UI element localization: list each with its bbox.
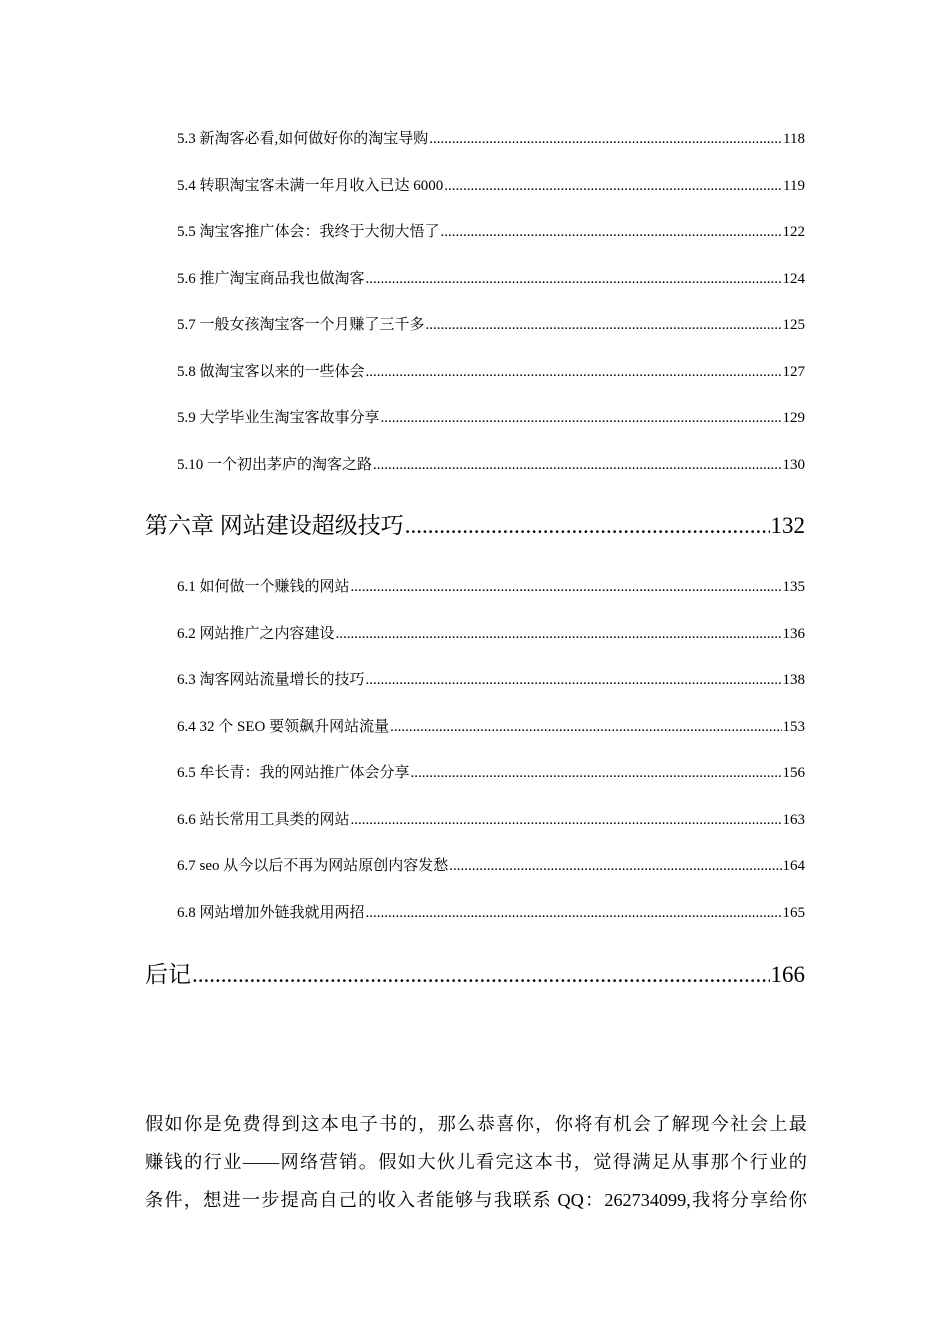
toc-entry-title: 6.2 网站推广之内容建设 — [177, 626, 335, 642]
toc-chapter-entry[interactable] — [145, 507, 805, 540]
toc-leader-dots — [366, 672, 782, 689]
toc-leader-dots — [390, 719, 781, 736]
toc-entry[interactable] — [177, 406, 805, 427]
toc-entry-page: 127 — [782, 364, 805, 380]
toc-entry[interactable] — [177, 901, 805, 922]
toc-entry[interactable] — [177, 808, 805, 829]
toc-entry-page: 164 — [782, 858, 805, 874]
toc-entry-page: 138 — [782, 672, 805, 688]
paragraph-line: 条件，想进一步提高自己的收入者能够与我联系 QQ：262734099,我将分享给你 — [145, 1190, 807, 1210]
toc-leader-dots — [441, 224, 782, 241]
toc-leader-dots — [444, 178, 782, 195]
toc-entry[interactable] — [177, 622, 805, 643]
toc-leader-dots — [192, 962, 770, 988]
toc-leader-dots — [449, 858, 781, 875]
toc-entry-title: 6.3 淘客网站流量增长的技巧 — [177, 672, 365, 688]
toc-entry-title: 5.9 大学毕业生淘宝客故事分享 — [177, 410, 380, 426]
toc-leader-dots — [366, 905, 782, 922]
toc-leader-dots — [351, 812, 782, 829]
toc-leader-dots — [429, 131, 782, 148]
body-paragraph — [145, 1105, 807, 1219]
toc-entry-title: 6.4 32 个 SEO 要领飙升网站流量 — [177, 719, 390, 735]
toc-chapter-page: 132 — [770, 513, 805, 538]
toc-entry-page: 122 — [782, 224, 805, 240]
toc-entry-page: 165 — [782, 905, 805, 921]
toc-entry[interactable] — [177, 127, 805, 148]
toc-entry-title: 5.10 一个初出茅庐的淘客之路 — [177, 457, 373, 473]
toc-entry-page: 119 — [783, 178, 805, 194]
toc-chapter-title: 第六章 网站建设超级技巧 — [145, 513, 404, 538]
toc-entry[interactable] — [177, 575, 805, 596]
toc-entry-title: 5.8 做淘宝客以来的一些体会 — [177, 364, 365, 380]
toc-entry[interactable] — [177, 761, 805, 782]
toc-entry-page: 135 — [782, 579, 805, 595]
toc-leader-dots — [411, 765, 782, 782]
toc-leader-dots — [366, 364, 782, 381]
toc-entry[interactable] — [177, 267, 805, 288]
toc-entry-page: 163 — [782, 812, 805, 828]
toc-chapter-title: 后记 — [145, 962, 191, 987]
toc-entry[interactable] — [177, 360, 805, 381]
toc-entry[interactable] — [177, 854, 805, 875]
toc-entry-page: 153 — [782, 719, 805, 735]
toc-entry[interactable] — [177, 715, 805, 736]
toc-entry[interactable] — [177, 668, 805, 689]
toc-leader-dots — [381, 410, 782, 427]
toc-entry-title: 5.3 新淘客必看,如何做好你的淘宝导购 — [177, 131, 429, 147]
toc-entry-title: 5.4 转职淘宝客未满一年月收入已达 6000 — [177, 178, 444, 194]
toc-entry[interactable] — [177, 220, 805, 241]
toc-leader-dots — [405, 513, 770, 539]
toc-entry[interactable] — [177, 453, 805, 474]
toc-leader-dots — [366, 271, 782, 288]
toc-entry-title: 5.5 淘宝客推广体会：我终于大彻大悟了 — [177, 224, 440, 240]
toc-entry-page: 129 — [782, 410, 805, 426]
toc-entry-title: 6.8 网站增加外链我就用两招 — [177, 905, 365, 921]
toc-leader-dots — [426, 317, 782, 334]
toc-entry-title: 5.6 推广淘宝商品我也做淘客 — [177, 271, 365, 287]
toc-leader-dots — [336, 626, 782, 643]
toc-entry-page: 124 — [782, 271, 805, 287]
toc-entry-title: 6.6 站长常用工具类的网站 — [177, 812, 350, 828]
paragraph-line: 假如你是免费得到这本电子书的，那么恭喜你，你将有机会了解现今社会上最 — [145, 1114, 807, 1134]
toc-chapter-page: 166 — [770, 962, 805, 987]
toc-entry-title: 6.5 牟长青：我的网站推广体会分享 — [177, 765, 410, 781]
toc-leader-dots — [351, 579, 782, 596]
toc-entry-title: 6.1 如何做一个赚钱的网站 — [177, 579, 350, 595]
toc-entry[interactable] — [177, 313, 805, 334]
toc-leader-dots — [373, 457, 781, 474]
toc-entry-page: 136 — [782, 626, 805, 642]
toc-chapter-entry[interactable] — [145, 956, 805, 989]
toc-entry-title: 6.7 seo 从今以后不再为网站原创内容发愁 — [177, 858, 449, 874]
paragraph-line: 赚钱的行业——网络营销。假如大伙儿看完这本书，觉得满足从事那个行业的 — [145, 1152, 807, 1172]
toc-entry[interactable] — [177, 174, 805, 195]
toc-entry-page: 130 — [782, 457, 805, 473]
toc-entry-title: 5.7 一般女孩淘宝客一个月赚了三千多 — [177, 317, 425, 333]
toc-entry-page: 156 — [782, 765, 805, 781]
toc-entry-page: 125 — [782, 317, 805, 333]
toc-entry-page: 118 — [783, 131, 805, 147]
